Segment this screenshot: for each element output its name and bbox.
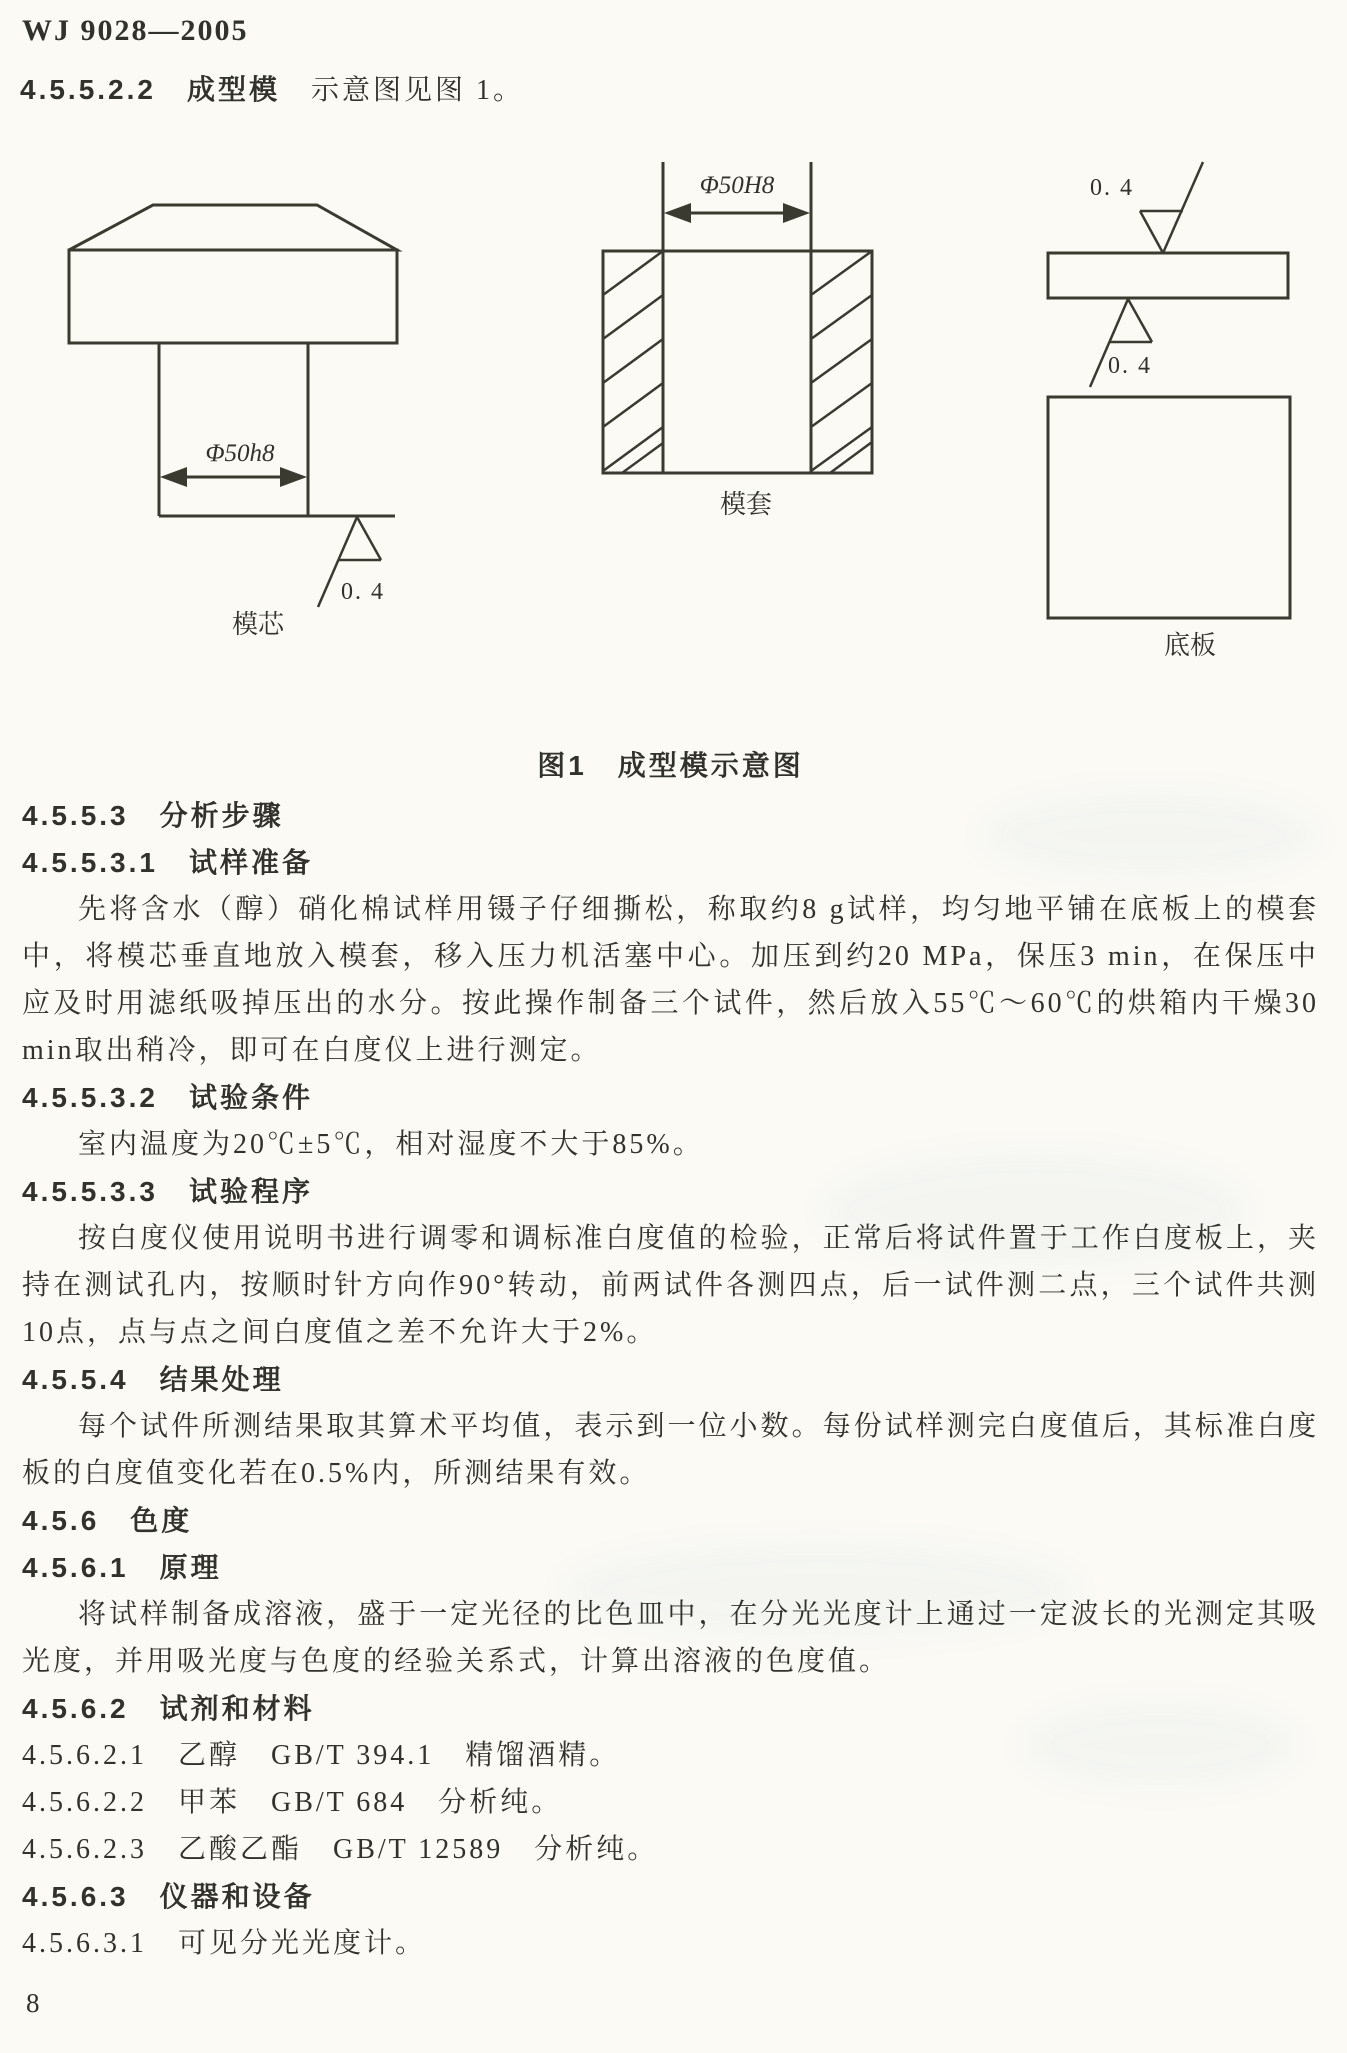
sleeve-hatching-left [603,251,663,473]
plate-side-view-rect [1048,253,1288,298]
plate-bottom-roughness-value: 0. 4 [1108,353,1152,379]
clause-item: 4.5.6.2.1 乙醇 GB/T 394.1 精馏酒精。 [22,1740,621,1771]
arrowhead-right-icon [783,203,810,223]
paragraph: 先将含水（醇）硝化棉试样用镊子仔细撕松，称取约8 g试样，均匀地平铺在底板上的模套中，将模芯垂直地放入模套，移入压力机活塞中心。加压到约20 MPa，保压3 min，在保压中应及时用滤纸吸掉压出的水分。按此操作制备三个试件，然后放入55℃～60℃的烘箱内干燥30 min取出稍冷，即可在白度仪上进行测定。 [22,894,1319,1066]
core-flange-rect [69,250,397,343]
sleeve-diameter-label: Φ50H8 [699,172,775,199]
core-roughness-value: 0. 4 [341,579,385,605]
standard-number-header: WJ 9028—2005 [22,14,249,47]
mold-core-drawing [69,205,397,639]
document-body [0,744,1347,1967]
figure1-molding-die-diagram [0,105,1347,665]
base-plate-drawing [1048,162,1290,660]
section-heading: 4.5.5.3.3 试验程序 [22,1176,313,1207]
core-cap-trapezoid [69,205,397,250]
section-heading: 4.5.5.4 结果处理 [22,1364,284,1395]
arrowhead-left-icon [160,467,187,487]
arrowhead-left-icon [664,203,691,223]
sleeve-part-label: 模套 [719,489,773,519]
plate-part-label: 底板 [1163,630,1217,660]
sleeve-hatching-right [811,251,872,473]
clause-item: 4.5.6.2.2 甲苯 GB/T 684 分析纯。 [22,1787,563,1818]
section-heading: 4.5.5.3.2 试验条件 [22,1082,313,1113]
arrowhead-right-icon [280,467,307,487]
paragraph: 按白度仪使用说明书进行调零和调标准白度值的检验，正常后将试件置于工作白度板上，夹持在测试孔内，按顺时针方向作90°转动，前两试件各测四点，后一试件测二点，三个试件共测10点，点与点之间白度值之差不允许大于2%。 [22,1223,1319,1348]
section-heading: 4.5.6.2 试剂和材料 [22,1693,315,1724]
paragraph: 每个试件所测结果取其算术平均值，表示到一位小数。每份试样测完白度值后，其标准白度板的白度值变化若在0.5%内，所测结果有效。 [22,1411,1319,1489]
core-diameter-label: Φ50h8 [205,440,275,467]
plate-plan-view-rect [1048,397,1290,618]
mold-sleeve-drawing [603,162,872,519]
page-number: 8 [26,1988,40,2018]
paragraph: 室内温度为20℃±5℃，相对湿度不大于85%。 [78,1129,704,1160]
clause-item: 4.5.6.3.1 可见分光光度计。 [22,1928,427,1959]
section-heading: 4.5.5.3.1 试样准备 [22,847,313,878]
figure1-caption: 图1 成型模示意图 [537,750,804,781]
sleeve-outer-rect [603,251,872,473]
section-heading: 4.5.6.3 仪器和设备 [22,1881,315,1912]
plate-top-roughness-value: 0. 4 [1090,175,1134,201]
clause-item: 4.5.6.2.3 乙酸乙酯 GB/T 12589 分析纯。 [22,1834,659,1865]
core-part-label: 模芯 [231,609,285,639]
paragraph: 将试样制备成溶液，盛于一定光径的比色皿中，在分光光度计上通过一定波长的光测定其吸光度，并用吸光度与色度的经验关系式，计算出溶液的色度值。 [22,1599,1319,1677]
clause-text: 示意图见图 1。 [279,75,524,106]
section-heading: 4.5.6.1 原理 [22,1552,222,1583]
clause-number-title: 4.5.5.2.2 成型模 [20,74,280,105]
section-heading: 4.5.6 色度 [22,1505,193,1536]
section-heading: 4.5.5.3 分析步骤 [22,800,284,831]
clause-4-5-5-2-2 [20,68,524,108]
roughness-symbol-icon [1140,162,1203,253]
